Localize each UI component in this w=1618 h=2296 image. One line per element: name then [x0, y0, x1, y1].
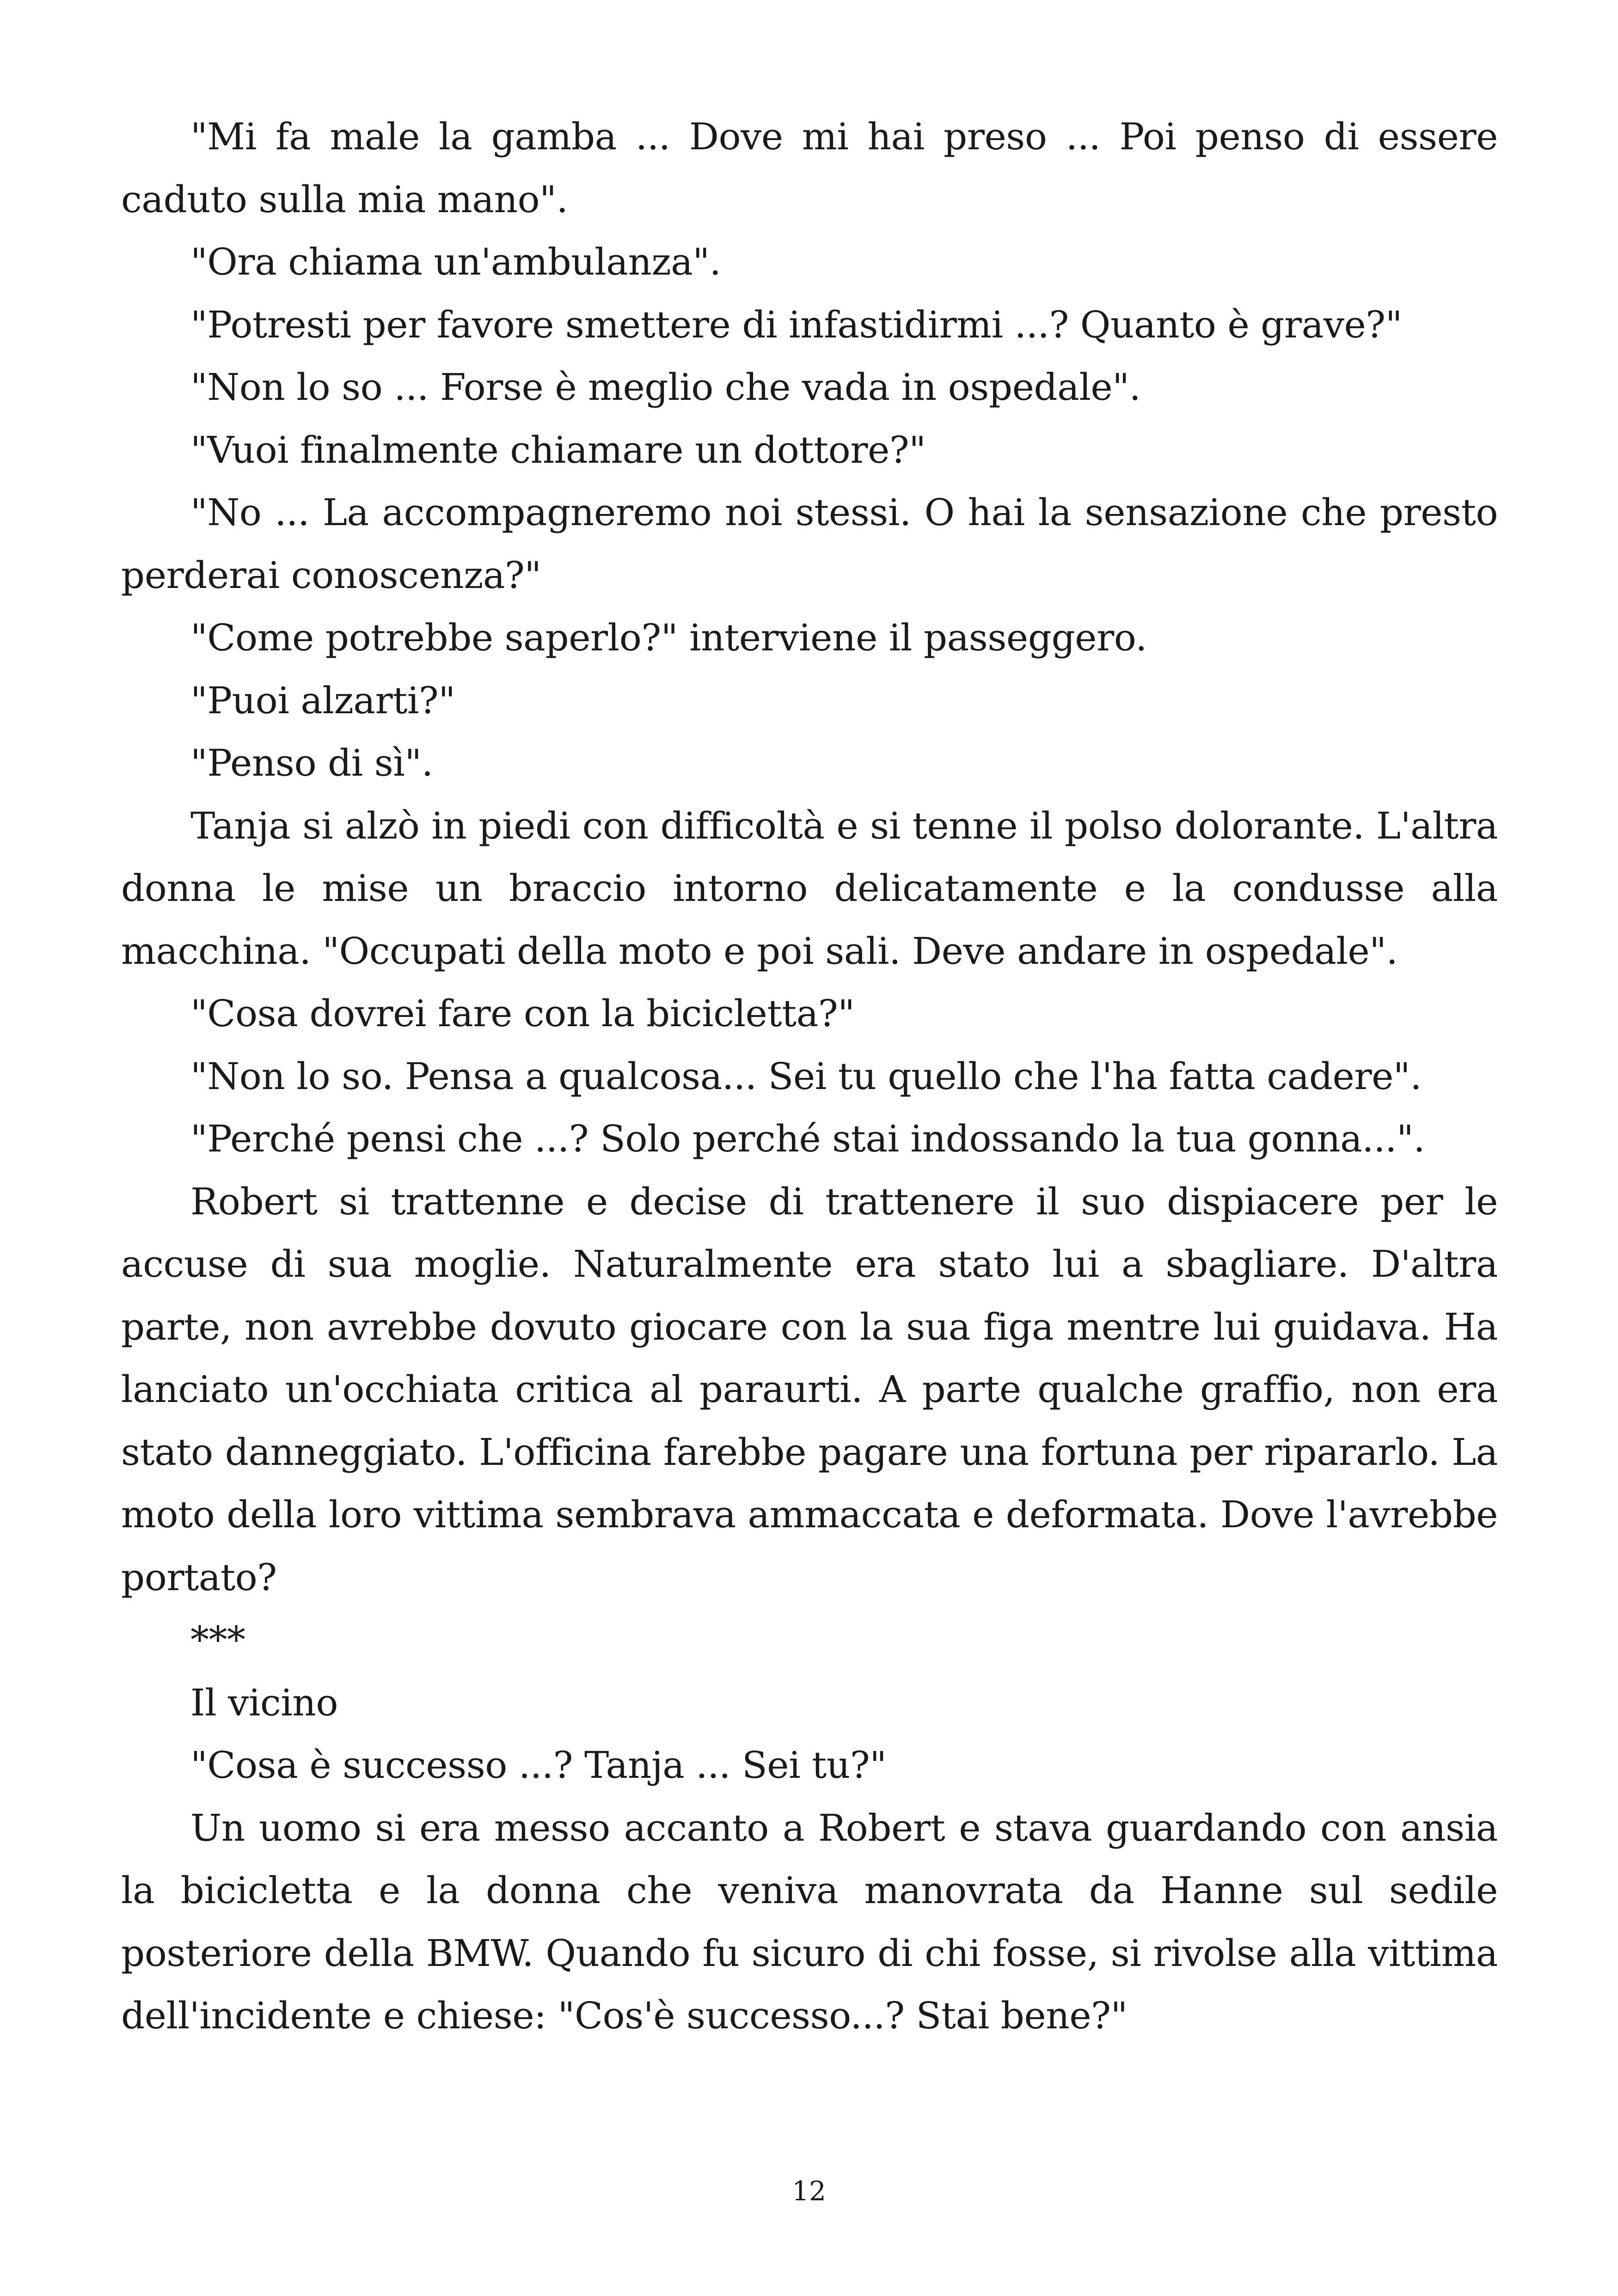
page-number: 12: [792, 2175, 826, 2207]
paragraph: "Puoi alzarti?": [190, 679, 455, 722]
paragraph: "No ... La accompagneremo noi stessi. O hai la sensazione che presto perderai conoscenza?": [121, 491, 1498, 597]
section-heading: Il vicino: [190, 1681, 338, 1724]
paragraph: "Ora chiama un'ambulanza".: [190, 240, 721, 283]
paragraph: "Perché pensi che ...? Solo perché stai indossando la tua gonna...".: [190, 1117, 1425, 1160]
paragraph: Tanja si alzò in piedi con difficoltà e si tenne il polso dolorante. L'altra donna le mise un braccio intorno delicatamente e la condusse alla macchina. "Occupati della moto e poi sali. Deve andare in ospedale".: [121, 804, 1498, 973]
paragraph: "Potresti per favore smettere di infastidirmi ...? Quanto è grave?": [190, 303, 1402, 346]
paragraph: "Vuoi finalmente chiamare un dottore?": [190, 428, 926, 471]
paragraph: "Cosa dovrei fare con la bicicletta?": [190, 992, 855, 1035]
paragraph: Un uomo si era messo accanto a Robert e stava guardando con ansia la bicicletta e la donna che veniva manovrata da Hanne sul sedile posteriore della BMW. Quando fu sicuro di chi fosse, si rivolse alla vittima dell'incidente e chiese: "Cos'è successo...? Stai bene?": [121, 1806, 1498, 2037]
page-text-body: [121, 105, 1498, 2047]
paragraph: "Cosa è successo ...? Tanja ... Sei tu?": [190, 1744, 887, 1787]
paragraph: "Come potrebbe saperlo?" interviene il passeggero.: [190, 616, 1147, 659]
paragraph: "Non lo so. Pensa a qualcosa... Sei tu quello che l'ha fatta cadere".: [190, 1054, 1422, 1098]
scene-break: ***: [190, 1618, 245, 1661]
paragraph: "Penso di sì".: [190, 741, 433, 784]
paragraph: "Non lo so ... Forse è meglio che vada in ospedale".: [190, 366, 1141, 409]
paragraph: "Mi fa male la gamba ... Dove mi hai preso ... Poi penso di essere caduto sulla mia mano".: [121, 115, 1498, 221]
paragraph: Robert si trattenne e decise di trattenere il suo dispiacere per le accuse di sua moglie. Naturalmente era stato lui a sbagliare. D'altra parte, non avrebbe dovuto giocare con la sua figa mentre lui guidava. Ha lanciato un'occhiata critica al paraurti. A parte qualche graffio, non era stato danneggiato. L'officina farebbe pagare una fortuna per ripararlo. La moto della loro vittima sembrava ammaccata e deformata. Dove l'avrebbe portato?: [121, 1180, 1498, 1599]
